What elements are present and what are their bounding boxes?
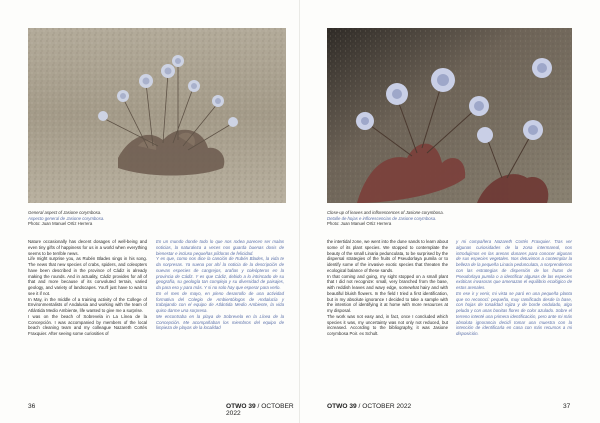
body-column-spanish: y mi compañera Nazareth Cortés Fraxquier. Tras ver algunas curiosidades de la zona intermareal, nos introdujimos en las arenas dunares para conocer algunas de sus especies vegetales. Nos detuvimos a contemplar la belleza de la pequeña Linaria pedunculata, a sorprendernos con las estrategias de dispersión de los frutos de Pseudorlaya pumila o a identificar algunas de las especies exóticas invasoras que amenazan el equilibrio ecológico de estos arenales. En ese ir y venir, mi vista se paró en una pequeña planta que no reconocí: pequeña, muy ramificada desde la base, con hojas de tonalidad rojiza y de borde ondulado, algo peluda y con unas bonitas flores de color azulado. Sobre el terreno intenté una primera identificación, pero ante mi más absoluta ignorancia decidí tomar una muestra con la intención de identificarla en casa con más recursos a mi disposición. <box>456 239 572 336</box>
caption-english: General aspect of Jasione corymbosa. <box>28 210 102 215</box>
caption-spanish: Detalle de hojas e inflorescencias de Jasione corymbosa. <box>327 215 437 221</box>
caption-spanish: Aspecto general de Jasione corymbosa. <box>28 215 105 221</box>
issue-date: OCTOBER 2022 <box>362 403 412 410</box>
photo-caption <box>28 210 228 227</box>
issue-date: OCTOBER 2022 <box>226 403 294 417</box>
body-column-spanish: En un mundo donde todo lo que nos rodea parecen ser malas noticias, la naturaleza a veces nos guarda buenas dosis de bienestar e incluso pequeñas píldoras de felicidad. Y es que, como nos dice la canción de Rubén Blades, la vida te da sorpresas. Ya suena por ahí la noticia de la descripción de nuevas especies de cangrejos, arañas y coleópteros en la provincia de Cádiz. Y es que Cádiz, debido a lo intrincado de su geografía, su geología tan compleja y su diversidad de paisajes, da para eso y para más. Y si no solo hay que esperar para verlo. En el mes de mayo, en pleno desarrollo de una actividad formativa del Colegio de Ambientólogos de Andalucía y trabajando con el equipo de Atlántida Medio Ambiente, la vida quiso darme una sorpresa. Me encontraba en la playa de Sobrevela en la Línea de la Concepción. Me acompañaban los miembros del equipo de limpieza de playas de la localidad <box>156 239 284 331</box>
photo-general-aspect <box>28 28 286 203</box>
photo-credit: Photo: Juan Manuel Ortiz Herrera <box>28 221 93 227</box>
magazine-name: OTWO 39 <box>327 403 357 410</box>
page-number: 36 <box>28 403 36 410</box>
body-column-english: the intertidal zone, we went into the dune sands to learn about some of its plant species. We stopped to contemplate the beauty of the small Linaria pedunculata, to be surprised by the dispersal strategies of the fruits of Pseudorlaya pumila or to identify some of the invasive exotic species that threaten the ecological balance of these sands. In that coming and going, my sight stopped on a small plant that I did not recognize: small, very branched from the base, with reddish leaves and wavy edge, somewhat hairy and with beautiful bluish flowers. In the field I tried a first identification, but in my absolute ignorance I decided to take a sample with the intention of identifying it at home with more resources at my disposal. The work was not easy and, in fact, once I concluded which species it was, my uncertainty was not only not reduced, but increased. According to the bibliography, it was Jasione corymbosa Poir. ex Schult. <box>327 239 448 336</box>
photo-close-up <box>327 28 572 203</box>
page-number: 37 <box>563 403 571 410</box>
photo-credit: Photo: Juan Manuel Ortiz Herrera <box>327 221 392 227</box>
body-column-english: Nature occasionally has decent dosages of well-being and even tiny gifts of happiness for us in a world when everything seems to be terrible news. Life might surprise you, as Rubén Blades sings in his song. The news that new species of crabs, spiders, and coleopters have been described in the province of Cádiz is already making the rounds. And in actuality, Cádiz provides for all of that and more because of its convoluted terrain, varied geology, and variety of landscapes. You'll just have to wait to see it if not. In May, in the middle of a training activity of the College of Environmentalists of Andalusia and working with the team of Atlántida Medio Ambiente, life wanted to give me a surprise. I was on the beach of Sobrevela in La Línea de la Concepción. I was accompanied by members of the local beach cleaning team and my colleague Nazareth Cortés Fraxquier. After seeing some curiosities of <box>28 239 147 336</box>
right-page <box>300 0 600 423</box>
magazine-name: OTWO 39 <box>226 403 256 410</box>
caption-english: Close-up of leaves and inflorescences of Jasione corymbosa. <box>327 210 444 215</box>
folio-magazine: OTWO 39 / OCTOBER 2022 <box>226 403 294 417</box>
photo-caption <box>327 210 557 227</box>
folio-magazine: OTWO 39 / OCTOBER 2022 <box>327 403 412 410</box>
